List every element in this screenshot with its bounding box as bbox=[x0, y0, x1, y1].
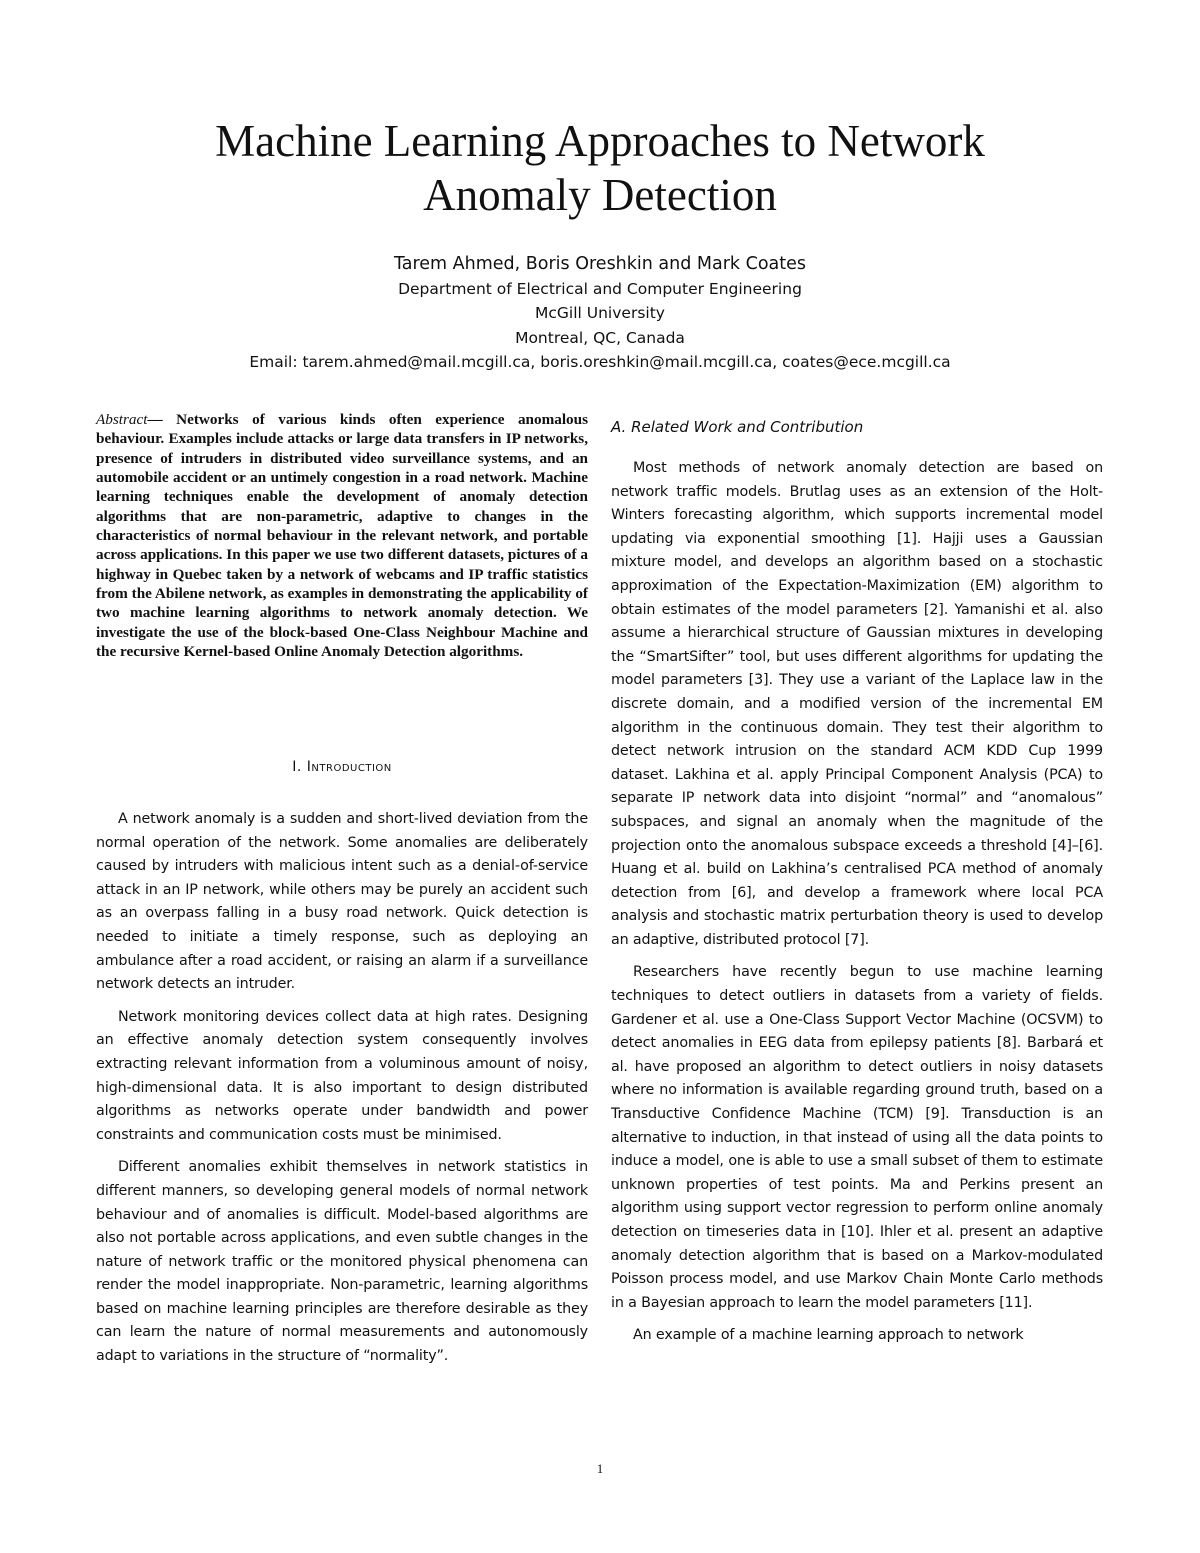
title-line-2: Anomaly Detection bbox=[423, 170, 777, 220]
university: McGill University bbox=[535, 304, 665, 323]
paper-title bbox=[150, 114, 1050, 222]
page-number: 1 bbox=[596, 1461, 604, 1476]
affiliation-block bbox=[150, 277, 1050, 375]
location: Montreal, QC, Canada bbox=[515, 328, 685, 347]
paragraph: An example of a machine learning approach to network bbox=[633, 1327, 1024, 1344]
related-work-body bbox=[611, 457, 1103, 1357]
email-line: Email: tarem.ahmed@mail.mcgill.ca, boris.oreshkin@mail.mcgill.ca, coates@ece.mcgill.ca bbox=[249, 353, 951, 372]
paragraph: Different anomalies exhibit themselves in network statistics in different manners, so developing general models of normal network behaviour and of anomalies is difficult. Model-based algorithms are also not portable across applications, and even subtle changes in the nature of network traffic or the monitored physical phenomena can render the model inappropriate. Non-parametric, learning algorithms based on machine learning principles are therefore desirable as they can learn the nature of normal measurements and autonomously adapt to variations in the structure of “normality”. bbox=[96, 1159, 588, 1365]
paragraph: Network monitoring devices collect data at high rates. Designing an effective anomaly detection system consequently involves extracting relevant information from a voluminous amount of noisy, high-dimensional data. It is also important to design distributed algorithms as networks operate under bandwidth and power constraints and communication costs must be minimised. bbox=[96, 1008, 588, 1143]
paragraph: Researchers have recently begun to use machine learning techniques to detect outliers in datasets from a variety of fields. Gardener et al. use a One-Class Support Vector Machine (OCSVM) to detect anomalies in EEG data from epilepsy patients [8]. Barbará et al. have proposed an algorithm to detect outliers in noisy datasets where no information is available regarding ground truth, based on a Transductive Confidence Machine (TCM) [9]. Transduction is an alternative to induction, in that instead of using all the data points to induce a model, one is able to use a small subset of them to estimate unknown properties of test points. Ma and Perkins present an algorithm using support vector regression to perform online anomaly detection on timeseries data in [10]. Ihler et al. present an adaptive anomaly detection algorithm that is based on a Markov-modulated Poisson process model, and use Markov Chain Monte Carlo methods in a Bayesian approach to learn the model parameters [11]. bbox=[611, 964, 1103, 1311]
author-list: Tarem Ahmed, Boris Oreshkin and Mark Coates bbox=[393, 254, 807, 274]
paragraph: Most methods of network anomaly detection are based on network traffic models. Brutlag uses as an extension of the Holt-Winters forecasting algorithm, which supports incremental model updating via exponential smoothing [1]. Hajji uses a Gaussian mixture model, and develops an algorithm based on a stochastic approximation of the Expectation-Maximization (EM) algorithm to obtain estimates of the model parameters [2]. Yamanishi et al. also assume a hierarchical structure of Gaussian mixtures in developing the “SmartSifter” tool, but uses different algorithms for updating the model parameters [3]. They use a variant of the Laplace law in the discrete domain, and a modified version of the incremental EM algorithm in the continuous domain. They test their algorithm to detect network intrusion on the standard ACM KDD Cup 1999 dataset. Lakhina et al. apply Principal Component Analysis (PCA) to separate IP network data into disjoint “normal” and “anomalous” subspaces, and signal an anomaly when the magnitude of the projection onto the anomalous subspace exceeds a threshold [4]–[6]. Huang et al. build on Lakhina’s centralised PCA method of anomaly detection from [6], and develop a framework where local PCA analysis and stochastic matrix perturbation theory is used to develop an adaptive, distributed protocol [7]. bbox=[611, 460, 1103, 948]
paragraph: A network anomaly is a sudden and short-lived deviation from the normal operation of the network. Some anomalies are deliberately caused by intruders with malicious intent such as a denial-of-service attack in an IP network, while others may be purely an accident such as an overpass falling in a busy road network. Quick detection is needed to initiate a timely response, such as deploying an ambulance after a road accident, or raising an alarm if a surveillance network detects an intruder. bbox=[96, 811, 588, 993]
section-title: Introduction bbox=[306, 759, 392, 775]
abstract-text: — Networks of various kinds often experience anomalous behaviour. Examples include attacks or large data transfers in IP networks, presence of intruders in distributed video surveillance systems, and an automobile accident or an untimely congestion in a road network. Machine learning techniques enable the development of anomaly detection algorithms that are non-parametric, adaptive to changes in the characteristics of normal behaviour in the relevant network, and portable across applications. In this paper we use two different datasets, pictures of a highway in Quebec taken by a network of webcams and IP traffic statistics from the Abilene network, as examples in demonstrating the applicability of two machine learning algorithms to network anomaly detection. We investigate the use of the block-based One-Class Neighbour Machine and the recursive Kernel-based Online Anomaly Detection algorithms. bbox=[96, 411, 588, 661]
title-line-1: Machine Learning Approaches to Network bbox=[215, 116, 985, 166]
abstract bbox=[96, 410, 588, 661]
abstract-label: Abstract bbox=[96, 411, 148, 428]
introduction-body bbox=[96, 808, 588, 1378]
subsection-heading-related-work: A. Related Work and Contribution bbox=[611, 418, 864, 436]
section-number: I. bbox=[292, 759, 302, 775]
department: Department of Electrical and Computer Engineering bbox=[398, 280, 802, 298]
section-heading-introduction bbox=[96, 759, 588, 775]
